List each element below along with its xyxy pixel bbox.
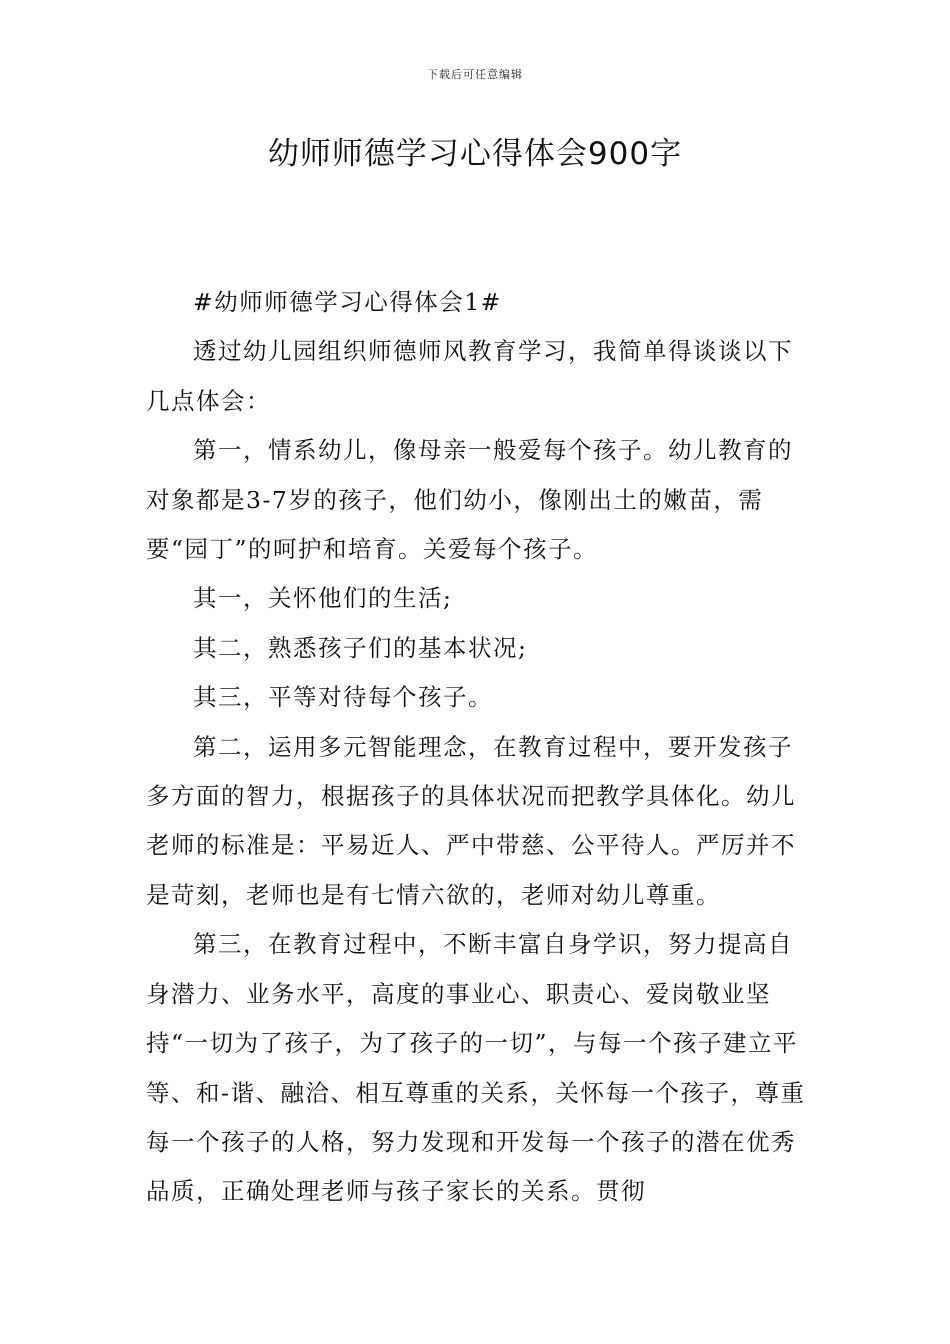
paragraph-sub-three: 其三，平等对待每个孩子。 (193, 683, 493, 712)
paragraph-sub-one: 其一，关怀他们的生活; (193, 584, 453, 613)
header-note: 下载后可任意编辑 (427, 68, 523, 81)
paragraph-point-three: 第三，在教育过程中，不断丰富自身学识，努力提高自身潜力、业务水平，高度的事业心、职责心、爱岗敬业坚持“一切为了孩子，为了孩子的一切”，与每一个孩子建立平等、和-谐、融洽、相互尊重的关系，关怀每一个孩子，尊重每一个孩子的人格，努力发现和开发每一个孩子的潜在优秀品质，正确处理老师与孩子家长的关系。贯彻 (146, 930, 806, 1206)
paragraph-intro: 透过幼儿园组织师德师风教育学习，我简单得谈谈以下几点体会： (146, 337, 793, 415)
document-title: 幼师师德学习心得体会900字 (267, 136, 683, 172)
paragraph-sub-two: 其二，熟悉孩子们的基本状况; (193, 633, 528, 662)
paragraph-section-heading: #幼师师德学习心得体会1# (193, 288, 502, 316)
paragraph-point-one: 第一，情系幼儿，像母亲一般爱每个孩子。幼儿教育的对象都是3-7岁的孩子，他们幼小，像刚出土的嫩苗，需要“园丁”的呵护和培育。关爱每个孩子。 (146, 436, 793, 564)
document-body (146, 278, 808, 1217)
paragraph-point-two: 第二，运用多元智能理念，在教育过程中，要开发孩子多方面的智力，根据孩子的具体状况而把教学具体化。幼儿老师的标准是：平易近人、严中带慈、公平待人。严厉并不是苛刻，老师也是有七情六欲的，老师对幼儿尊重。 (146, 732, 796, 909)
